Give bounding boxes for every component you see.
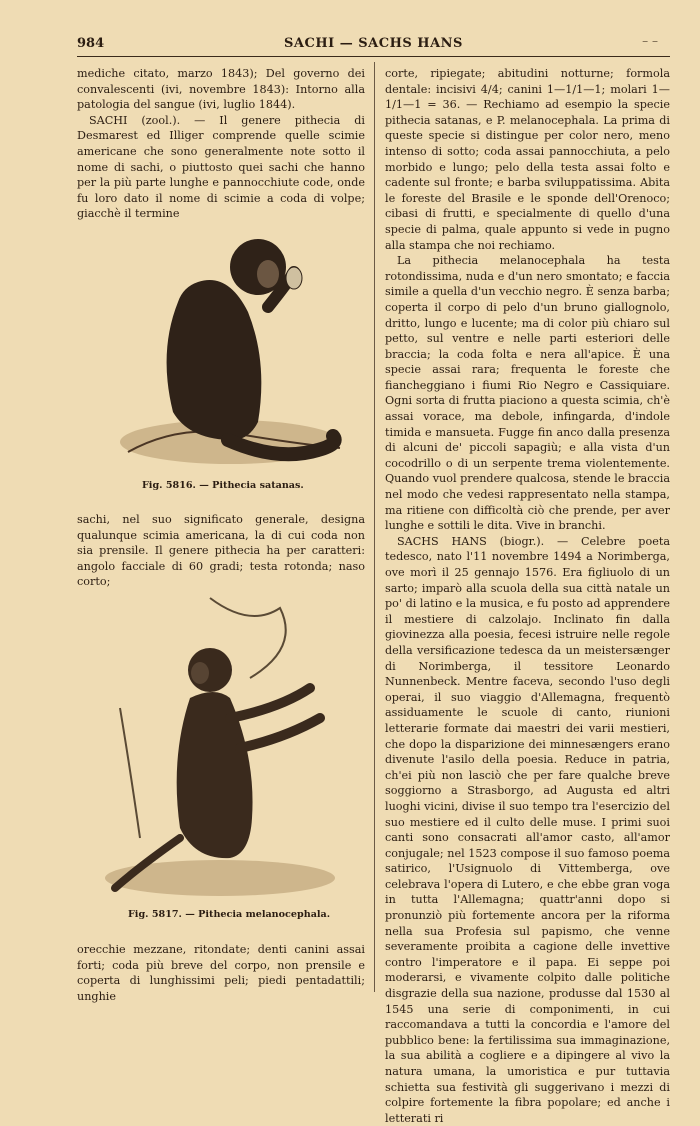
figure-caption-5816: Fig. 5816. — Pithecia satanas. [142,480,304,491]
column-1-middle [77,512,365,590]
running-head: SACHI — SACHS HANS [284,36,463,51]
paragraph: sachi, nel suo significato generale, designa qualunque scimia americana, la di cui coda non sia prensile. Il genere pithecia ha per caratteri: angolo facciale di 60 gradi; testa rotonda; naso corto; [77,513,365,589]
illustration-pithecia-satanas [118,212,343,474]
page-number: 984 [77,36,105,51]
paragraph-pithecia-melanocephala: La pithecia melanocephala ha testa rotondissima, nuda e d'un nero smontato; e faccia simile a quella d'un vecchio negro. È senza barba; coperta il corpo di pelo d'un bruno giallognolo, dritto, lungo e lucente; ma di color più chiaro sul petto, sul ventre e nelle parti esteriori delle braccia; la coda folta e nera all'apice. È una specie assai rara; frequenta le foreste che fiancheggiano i fiumi Rio Negro e Cassiquiare. Ogni sorta di frutta piaciono a questa scimia, ch'è assai vorace, ma debole, infingarda, d'indole timida e mansueta. Fugge fin anco dalla presenza di alcuni de' piccoli sapagiù; e alla vista d'un cocodrillo o di un serpente trema violentemente. Quando vuol prendere qualcosa, stende le braccia nel modo che vedesi rappresentato nella stampa, ma ritiene con difficoltà ciò che prende, per aver lunghe e sottili le dita. Vive in branchi. [385,254,670,533]
page-header [77,32,670,57]
illustration-pithecia-melanocephala [100,588,340,900]
paragraph-sachi-zool: SACHI (zool.). — Il genere pithecia di Desmarest ed Illiger comprende quelle scimie americane che sono generalmente note sotto il nome di sachi, o piuttosto quei sachi che hanno per la più parte lunghe e pannocchiute code, onde fu loro dato il nome di scimie a coda di volpe; giacchè il termine [77,113,365,221]
figure-caption-5817: Fig. 5817. — Pithecia melanocephala. [128,909,331,920]
column-1-top [77,66,365,222]
paragraph-sachs-hans: SACHS HANS (biogr.). — Celebre poeta tedesco, nato l'11 novembre 1494 a Norimberga, ove morì il 25 gennajo 1576. Era figliuolo di un sarto; imparò alla scuola della sua città natale un po' di latino e la musica, e fu posto ad apprendere il mestiere di calzolajo. Inclinato fin dalla giovinezza alla poesia, fecesi istruire nelle regole della versificazione tedesca da un meistersænger di Norimberga, il tessitore Leonardo Nunnenbeck. Mentre faceva, secondo l'uso degli operai, il suo viaggio d'Allemagna, frequentò assiduamente le scuole di canto, riunioni letterarie formate dai maestri dei varii mestieri, che dopo la disparizione dei minnesængers erano divenute l'asilo della poesia. Reduce in patria, ch'ei più non lasciò che per fare qualche breve soggiorno a Strasborgo, ad Augusta ed altri luoghi vicini, divise il suo tempo tra l'esercizio del suo mestiere ed il culto delle muse. I primi suoi canti sono consacrati all'amor casto, all'amor conjugale; nel 1523 compose il suo famoso poema satirico, l'Usignuolo di Vittemberga, ove celebrava l'opera di Lutero, e che ebbe gran voga in tutta l'Allemagna; quattr'anni dopo si pronunziò più fortemente ancora per la riforma nella sua Profesia sul papismo, che venne severamente proibita a cagione delle invettive contro l'imperatore e il papa. Ei seppe poi moderarsi, e vivamente colpito dalle politiche disgrazie della sua nazione, produsse dal 1530 al 1545 una serie di componimenti, in cui raccomandava a tutti la concordia e l'amore del pubblico bene: la fertilissima sua immaginazione, la sua abilità a cogliere e a dipingere al vivo la natura umana, la umoristica e pur tuttavia schietta sua festività gli suggerivano i mezzi di colpire fortemente la fibra popolare; ed anche i letterati ri [385,534,670,1125]
paragraph: orecchie mezzane, ritondate; denti canini assai forti; coda più breve del corpo, non prensile e coperta di lunghissimi peli; piedi pentadattili; unghie [77,943,365,1003]
column-1-bottom [77,942,365,1004]
paragraph-pithecia-description: corte, ripiegate; abitudini notturne; formola dentale: incisivi 4/4; canini 1—1/1—1; molari 1—1/1—1 = 36. — Rechiamo ad esempio la specie pithecia satanas, e P. melanocephala. La prima di queste specie si distingue per color nero, meno intenso di sotto; coda assai pannocchiuta, a pelo morbido e lungo; pelo della testa assai folto e cadente sul fronte; e barba sviluppatissima. Abita le foreste del Brasile e le sponde dell'Orenoco; cibasi di frutti, e specialmente di quello d'una specie di palma, quale appunto si vede in pugno alla stampa che noi rechiamo. [385,67,670,252]
column-2 [385,66,670,1126]
header-dash-mark: – – [642,34,658,48]
paragraph: mediche citato, marzo 1843); Del governo dei convalescenti (ivi, novembre 1843): Intorno alla patologia del sangue (ivi, luglio 1844). [77,67,365,112]
column-rule [374,62,375,992]
